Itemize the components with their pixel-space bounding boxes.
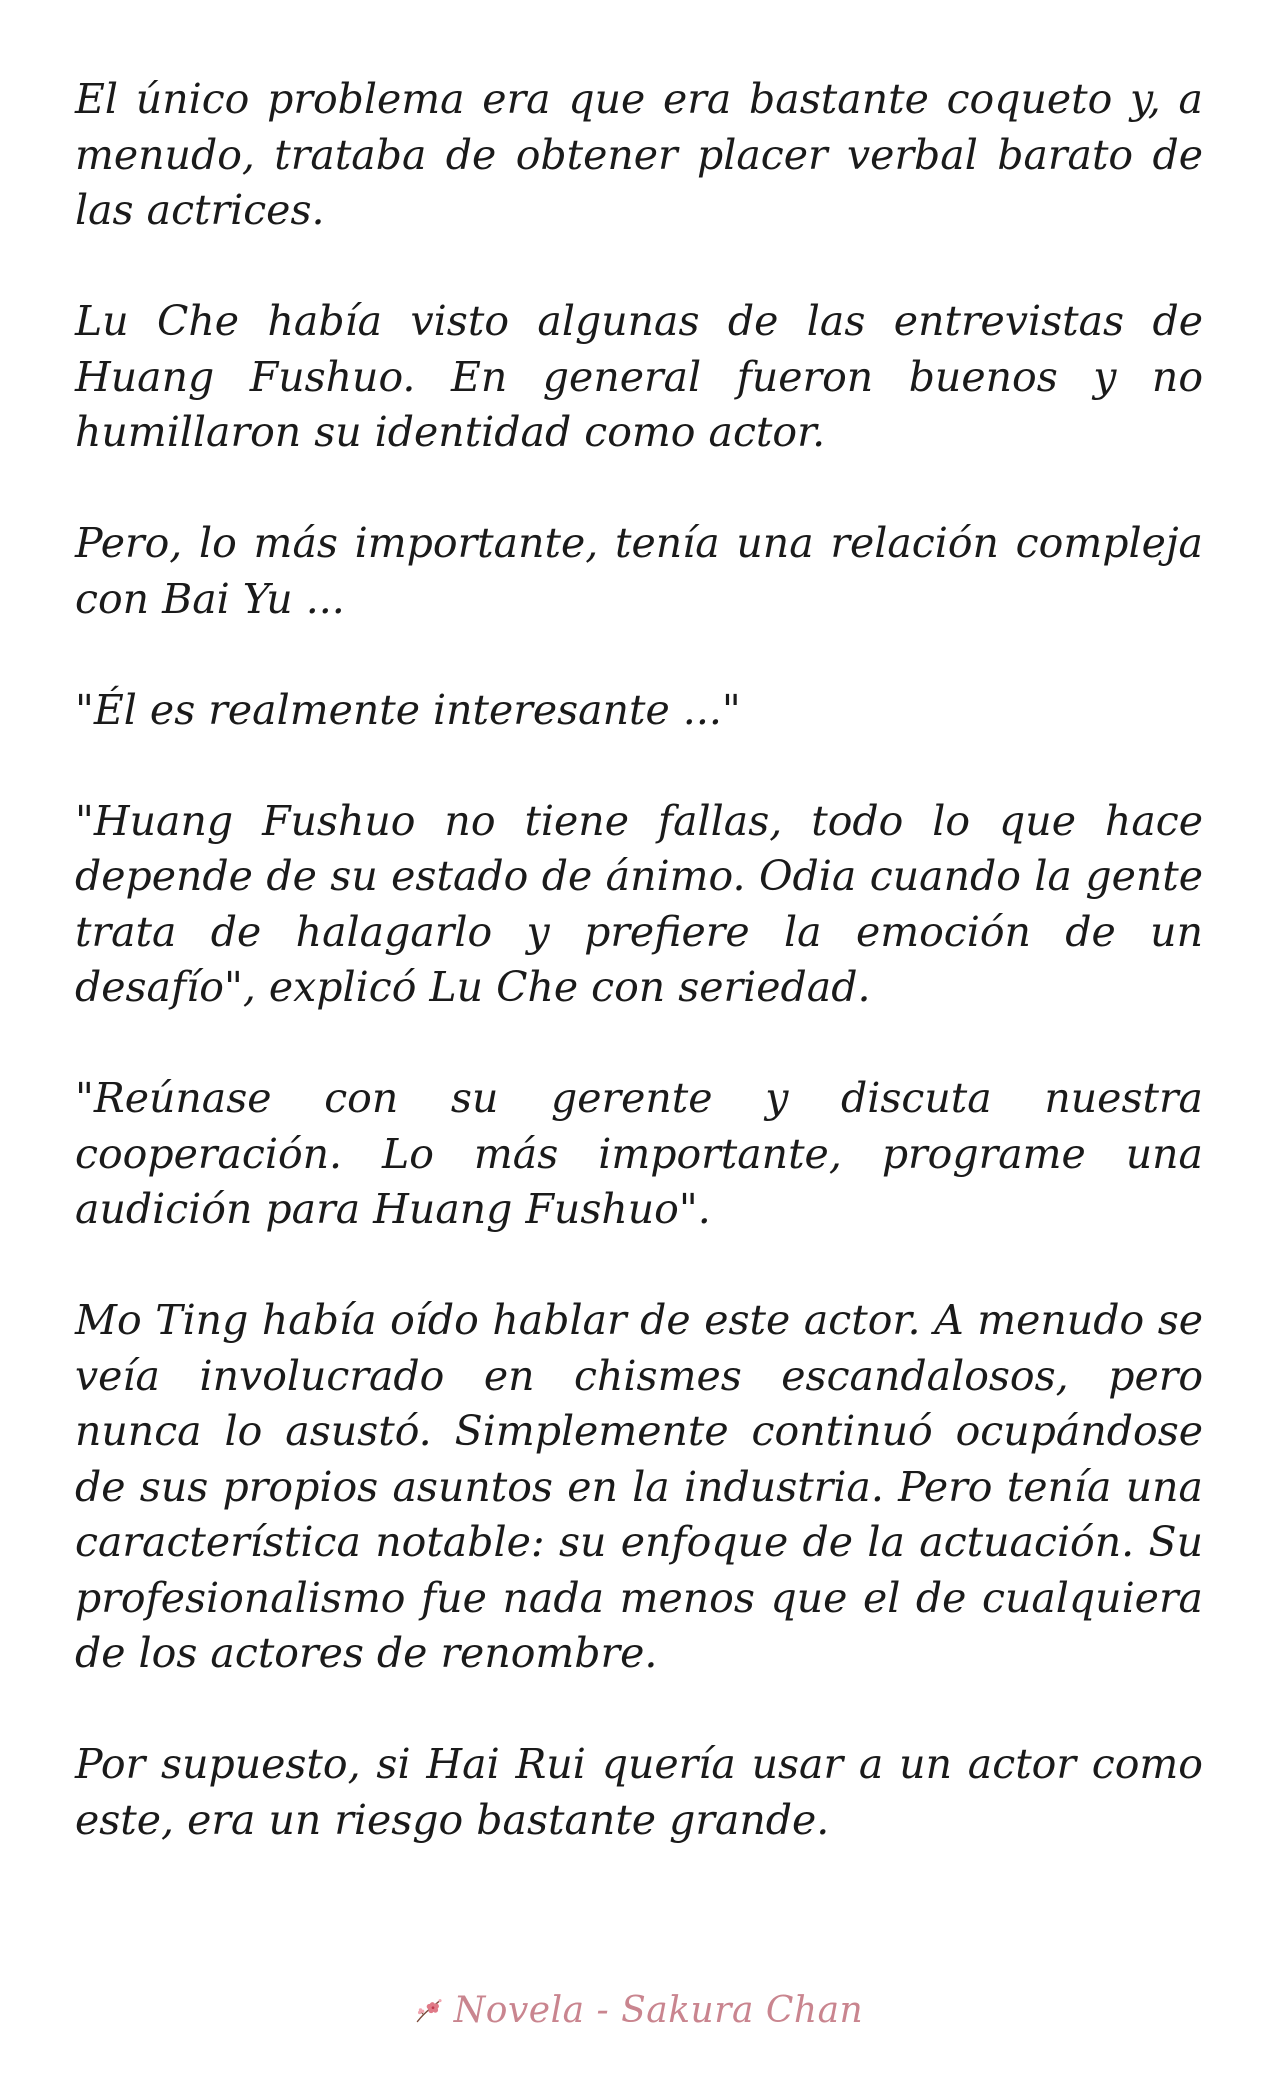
paragraph-5: "Huang Fushuo no tiene fallas, todo lo que hace depende de su estado de ánimo. Odia cuando la gente trata de halagarlo y prefiere la emoción de un desafío", explicó Lu Che con seriedad. [75, 796, 1203, 1011]
paragraph-1: El único problema era que era bastante coqueto y, a menudo, trataba de obtener placer verbal barato de las actrices. [75, 75, 1203, 234]
watermark [412, 1990, 863, 2031]
paragraph-7: Mo Ting había oído hablar de este actor. A menudo se veía involucrado en chismes escandalosos, pero nunca lo asustó. Simplemente continuó ocupándose de sus propios asuntos en la industria. Pero tenía una característica notable: su enfoque de la actuación. Su profesionalismo fue nada menos que el de cualquiera de los actores de renombre. [75, 1296, 1203, 1677]
paragraph-2: Lu Che había visto algunas de las entrevistas de Huang Fushuo. En general fueron buenos y no humillaron su identidad como actor. [75, 297, 1203, 456]
paragraph-4: "Él es realmente interesante ..." [75, 685, 741, 734]
paragraph-8: Por supuesto, si Hai Rui quería usar a un actor como este, era un riesgo bastante grande. [75, 1740, 1203, 1844]
paragraph-6: "Reúnase con su gerente y discuta nuestra cooperación. Lo más importante, programe una audición para Huang Fushuo". [75, 1074, 1203, 1233]
watermark-footer [0, 1985, 1275, 2035]
watermark-text: Novela - Sakura Chan [453, 1989, 864, 2031]
sakura-blossom-icon [412, 1993, 446, 2027]
document-body [75, 72, 1203, 1904]
paragraph-3: Pero, lo más importante, tenía una relación compleja con Bai Yu ... [75, 519, 1203, 623]
